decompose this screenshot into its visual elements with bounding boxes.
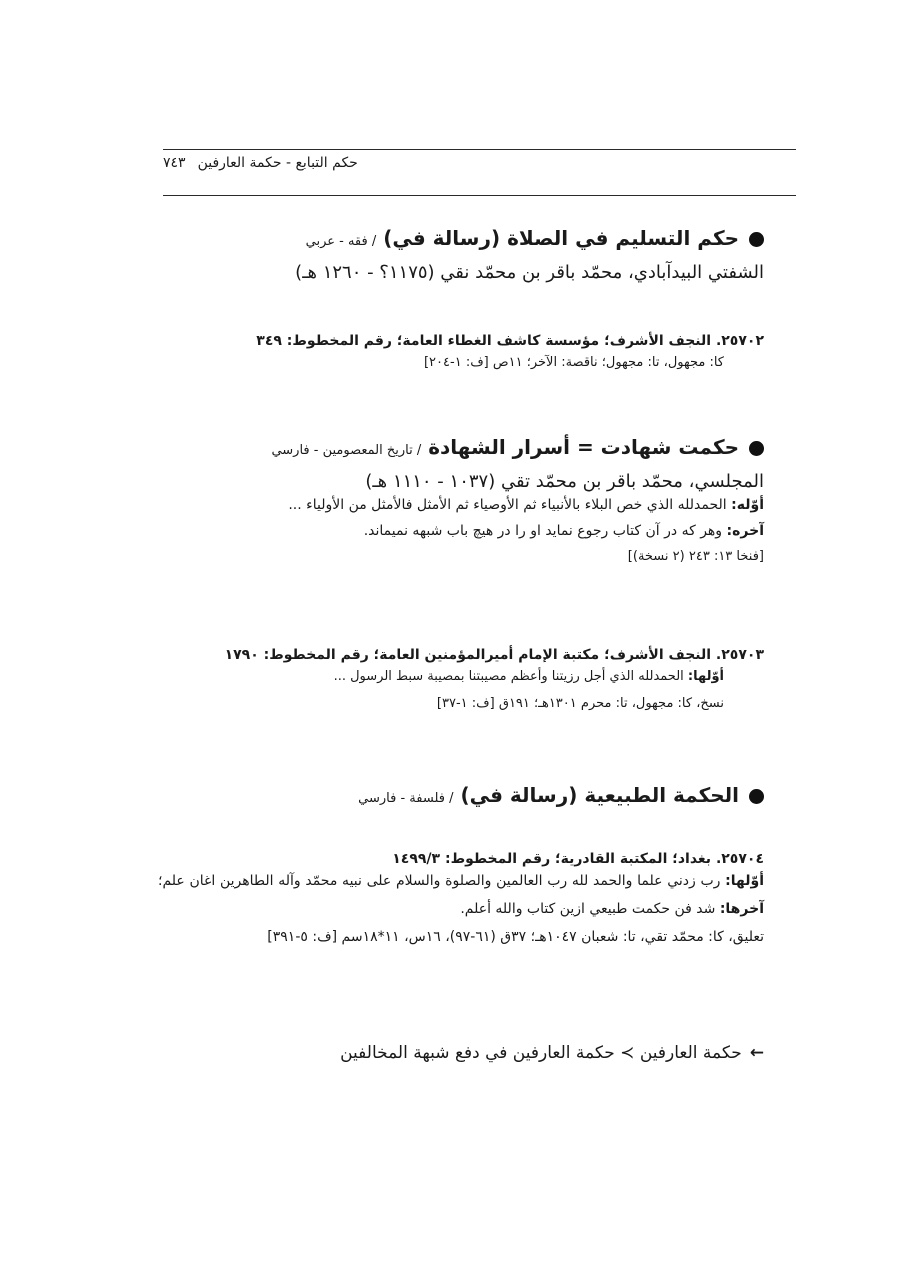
work-reference: [فنخا ١٣: ٢٤٣ (٢ نسخة)] <box>627 549 764 564</box>
work-incipit <box>271 492 764 518</box>
copy-entry <box>158 851 764 951</box>
work-subject: / تاريخ المعصومين - فارسي <box>271 443 422 458</box>
copy-details: كا: مجهول، تا: مجهول؛ ناقصة: الآخر؛ ١١ص [ف: ١-٢٠٤] <box>423 355 724 370</box>
copy-details: تعليق، كا: محمّد تقي، تا: شعبان ١٠٤٧هـ؛ ٣٧ق (٦١-٩٧)، ١٦س، ١١*١٨سم [ف: ٥-٣٩١] <box>267 929 764 945</box>
bullet-icon <box>749 441 764 456</box>
see-also-to[interactable]: حكمة العارفين في دفع شبهة المخالفين <box>340 1043 615 1063</box>
see-also-line <box>340 1043 764 1063</box>
copy-details: نسخ، كا: مجهول، تا: محرم ١٣٠١هـ؛ ١٩١ق [ف: ١-٣٧] <box>436 696 724 711</box>
arrow-left-icon: ← <box>749 1043 764 1063</box>
page-number: ٧٤٣ <box>163 155 186 171</box>
incipit-text: الحمدلله الذي خص البلاء بالأنبياء ثم الأوصياء ثم الأمثل فالأمثل من الأولياء ... <box>288 497 727 513</box>
work-title-line <box>358 783 764 807</box>
explicit-label: آخرها: <box>719 901 764 917</box>
work-title: حكم التسليم في الصلاة (رسالة في) <box>383 226 739 250</box>
work-title: الحكمة الطبيعية (رسالة في) <box>460 783 739 807</box>
copy-header: ٢٥٧٠٢. النجف الأشرف؛ مؤسسة كاشف الغطاء العامة؛ رقم المخطوط: ٣٤٩ <box>256 333 764 349</box>
header-rule-bottom <box>163 195 796 196</box>
work-entry <box>271 435 764 570</box>
explicit-text: شد فن حكمت طبيعي ازين كتاب والله أعلم. <box>460 901 716 917</box>
see-also-separator-icon: ≻ <box>620 1043 635 1063</box>
copy-incipit <box>225 663 724 690</box>
running-head-title: حكم التبابع - حكمة العارفين <box>197 155 358 171</box>
incipit-label: أوّلها: <box>725 873 764 889</box>
work-entry <box>295 226 764 283</box>
copy-header: ٢٥٧٠٤. بغداد؛ المكتبة القادرية؛ رقم المخطوط: ١٤٩٩/٣ <box>392 851 764 867</box>
work-title-line <box>295 226 764 250</box>
incipit-label: أوّله: <box>731 497 764 513</box>
running-head <box>163 155 363 179</box>
incipit-text: الحمدلله الذي أجل رزيتنا وأعظم مصيبتنا بمصيبة سبط الرسول ... <box>333 669 684 684</box>
copy-entry <box>225 647 764 717</box>
work-subject: / فقه - عربي <box>305 234 377 249</box>
copy-header: ٢٥٧٠٣. النجف الأشرف؛ مكتبة الإمام أميرالمؤمنين العامة؛ رقم المخطوط: ١٧٩٠ <box>224 647 764 663</box>
work-subject: / فلسفة - فارسي <box>358 791 454 806</box>
incipit-label: أوّلها: <box>687 669 724 684</box>
incipit-text: رب زدني علما والحمد لله رب العالمين والصلوة والسلام على نبيه محمّد وآله الطاهرين اغان علم؛ <box>158 873 721 889</box>
work-title: حكمت شهادت = أسرار الشهادة <box>428 435 739 459</box>
see-also[interactable] <box>340 1043 764 1063</box>
bullet-icon <box>749 789 764 804</box>
header-rule-top <box>163 149 796 150</box>
work-title-line <box>271 435 764 459</box>
bullet-icon <box>749 232 764 247</box>
see-also-from: حكمة العارفين <box>639 1043 742 1063</box>
work-author: المجلسي، محمّد باقر بن محمّد تقي (١٠٣٧ - ١١١٠ هـ) <box>365 471 764 492</box>
work-entry <box>358 783 764 807</box>
explicit-label: آخره: <box>726 523 764 539</box>
explicit-text: وهر كه در آن كتاب رجوع نمايد او را در هيچ باب شبهه نميماند. <box>363 523 723 539</box>
work-explicit <box>271 518 764 544</box>
copy-entry <box>256 333 764 376</box>
work-author: الشفتي البيدآبادي، محمّد باقر بن محمّد نقي (١١٧٥؟ - ١٢٦٠ هـ) <box>295 262 764 283</box>
copy-incipit-explicit <box>158 867 764 923</box>
